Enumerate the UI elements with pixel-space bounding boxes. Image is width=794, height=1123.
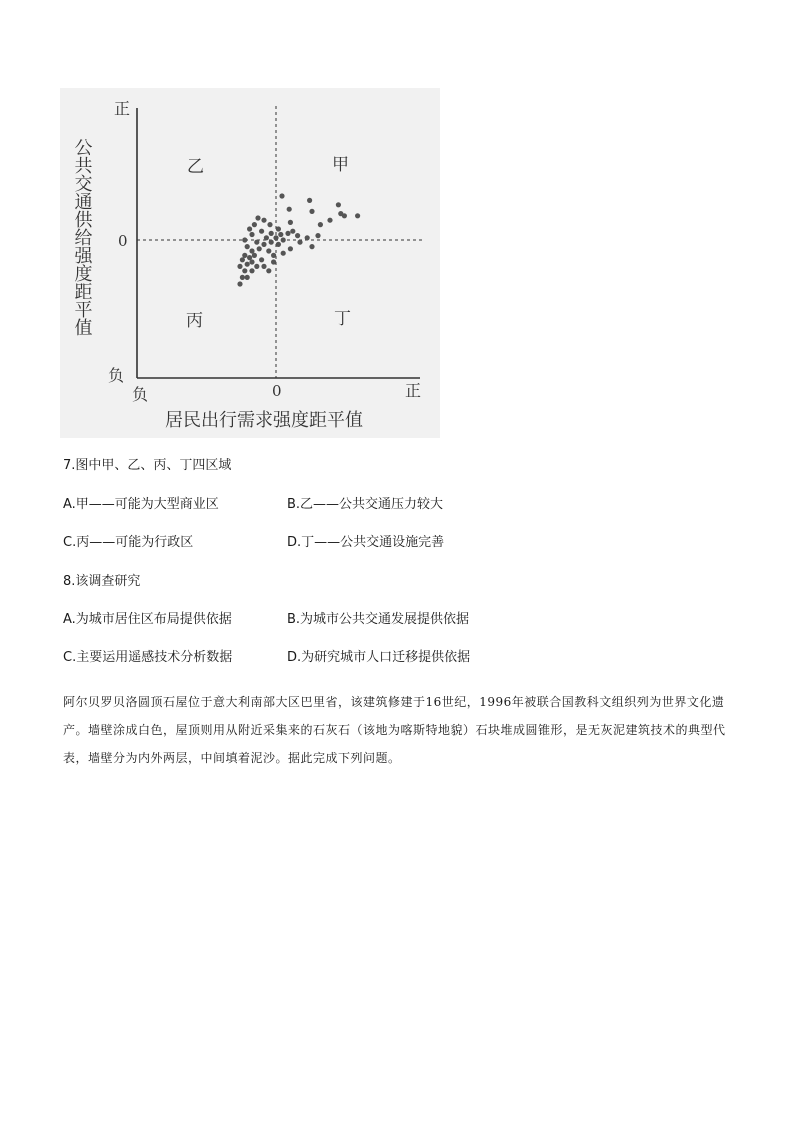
- x-tick-positive: 正: [405, 381, 422, 400]
- scatter-point: [242, 253, 247, 258]
- scatter-point: [281, 251, 286, 256]
- scatter-point: [271, 253, 276, 258]
- scatter-point: [288, 246, 293, 251]
- scatter-point: [273, 235, 278, 240]
- scatter-point: [318, 222, 323, 227]
- y-tick-positive: 正: [114, 99, 131, 118]
- scatter-point: [249, 232, 254, 237]
- quadrant-label-top-left: 乙: [187, 157, 204, 177]
- scatter-point: [276, 226, 281, 231]
- scatter-point: [309, 209, 314, 214]
- y-axis-label: 公共交通供给强度距平值: [71, 138, 93, 336]
- question-7-option-b[interactable]: B.乙——公共交通压力较大: [287, 497, 444, 512]
- scatter-point: [295, 233, 300, 238]
- scatter-point: [257, 246, 262, 251]
- quadrant-label-bottom-left: 丙: [186, 311, 203, 331]
- x-axis-label: 居民出行需求强度距平值: [165, 410, 363, 431]
- scatter-point: [261, 242, 266, 247]
- scatter-point: [237, 281, 242, 286]
- question-8-option-d[interactable]: D.为研究城市人口迁移提供依据: [287, 650, 471, 665]
- question-8-option-a[interactable]: A.为城市居住区布局提供依据: [63, 612, 232, 627]
- scatter-point: [261, 218, 266, 223]
- scatter-point: [254, 240, 259, 245]
- reading-passage: 阿尔贝罗贝洛圆顶石屋位于意大利南部大区巴里省，该建筑修建于16世纪，1996年被联合国教科文组织列为世界文化遗产。墙壁涂成白色，屋顶则用从附近采集来的石灰石（该地为喀斯特地貌）石块堆成圆锥形，是无灰泥建筑技术的典型代表，墙壁分为内外两层，中间填着泥沙。据此完成下列问题。: [63, 695, 726, 765]
- scatter-point: [252, 253, 257, 258]
- scatter-point: [342, 213, 347, 218]
- scatter-point: [247, 255, 252, 260]
- scatter-chart: [60, 88, 440, 438]
- x-tick-zero: 0: [272, 382, 282, 400]
- question-7-option-d[interactable]: D.丁——公共交通设施完善: [287, 535, 445, 550]
- question-8-option-c[interactable]: C.主要运用遥感技术分析数据: [63, 650, 233, 665]
- x-tick-negative: 负: [132, 385, 149, 404]
- scatter-point: [254, 264, 259, 269]
- scatter-point: [278, 232, 283, 237]
- scatter-point: [237, 264, 242, 269]
- scatter-point: [290, 229, 295, 234]
- scatter-point: [309, 244, 314, 249]
- scatter-point: [247, 226, 252, 231]
- scatter-point: [245, 275, 250, 280]
- scatter-point: [249, 248, 254, 253]
- question-7-option-a[interactable]: A.甲——可能为大型商业区: [63, 497, 219, 512]
- scatter-point: [242, 237, 247, 242]
- scatter-point: [297, 240, 302, 245]
- scatter-point: [259, 229, 264, 234]
- scatter-point: [269, 240, 274, 245]
- scatter-point: [271, 259, 276, 264]
- question-7-option-c[interactable]: C.丙——可能为行政区: [63, 535, 194, 550]
- question-7-stem: 7.图中甲、乙、丙、丁四区域: [63, 458, 232, 473]
- scatter-point: [327, 218, 332, 223]
- scatter-point: [249, 259, 254, 264]
- scatter-point: [288, 220, 293, 225]
- scatter-point: [245, 262, 250, 267]
- scatter-point: [255, 215, 260, 220]
- scatter-point: [287, 207, 292, 212]
- scatter-point: [240, 275, 245, 280]
- scatter-point: [276, 242, 281, 247]
- y-tick-negative: 负: [108, 366, 125, 385]
- scatter-point: [305, 235, 310, 240]
- scatter-point: [266, 248, 271, 253]
- question-8-stem: 8.该调查研究: [63, 574, 141, 589]
- scatter-point: [264, 235, 269, 240]
- scatter-point: [279, 193, 284, 198]
- scatter-point: [267, 222, 272, 227]
- scatter-point: [252, 222, 257, 227]
- chart-svg: [60, 88, 440, 438]
- scatter-point: [315, 233, 320, 238]
- scatter-point: [261, 264, 266, 269]
- scatter-point: [285, 231, 290, 236]
- y-tick-zero: 0: [118, 232, 128, 250]
- scatter-point: [355, 213, 360, 218]
- question-8-option-b[interactable]: B.为城市公共交通发展提供依据: [287, 612, 470, 627]
- scatter-point: [259, 257, 264, 262]
- scatter-point: [240, 257, 245, 262]
- scatter-point: [249, 268, 254, 273]
- scatter-point: [242, 268, 247, 273]
- scatter-point: [269, 231, 274, 236]
- quadrant-label-top-right: 甲: [332, 155, 349, 175]
- scatter-point: [307, 198, 312, 203]
- scatter-point: [336, 202, 341, 207]
- scatter-point: [266, 268, 271, 273]
- scatter-point: [245, 244, 250, 249]
- quadrant-label-bottom-right: 丁: [334, 309, 351, 329]
- scatter-point: [281, 237, 286, 242]
